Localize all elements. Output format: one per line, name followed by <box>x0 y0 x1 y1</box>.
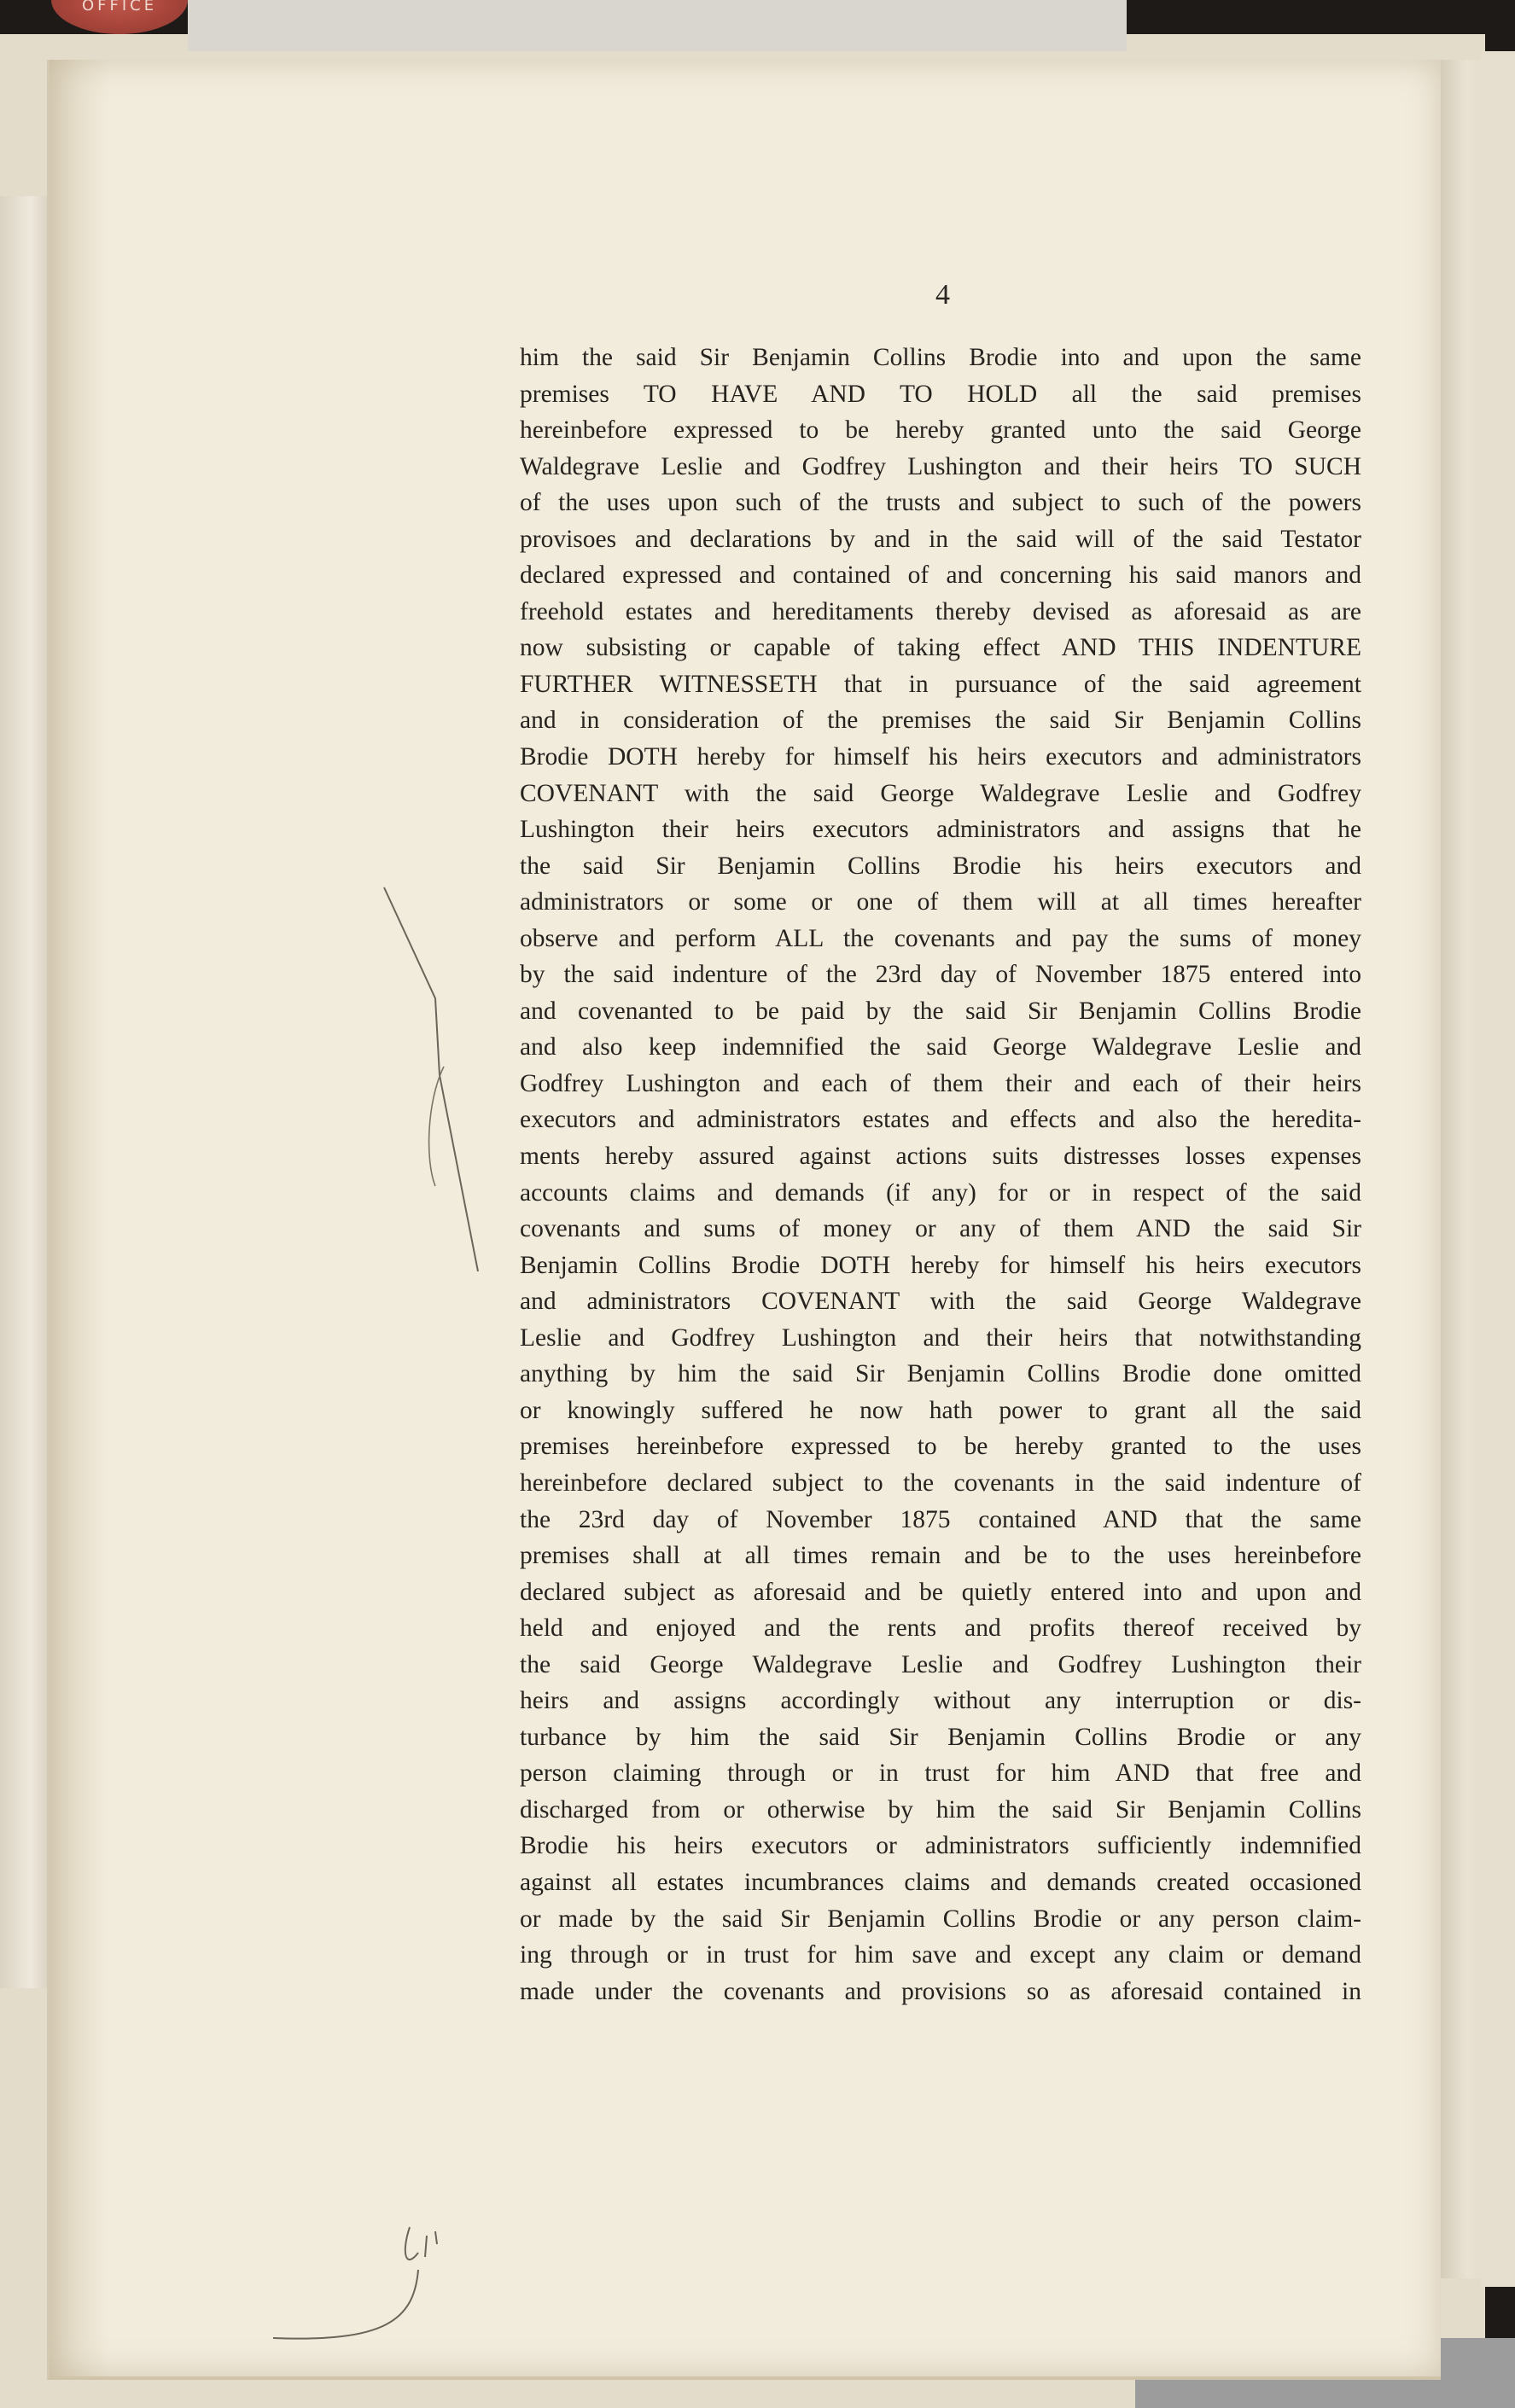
text-line: Brodie DOTH hereby for himself his heirs executors and administrators <box>520 743 1361 771</box>
pencil-scribble <box>256 2219 478 2355</box>
red-office-seal <box>51 0 188 34</box>
text-line: observe and perform ALL the covenants and pay the sums of money <box>520 924 1361 952</box>
text-line: or made by the said Sir Benjamin Collins Brodie or any person claim- <box>520 1905 1361 1933</box>
text-line: hereinbefore declared subject to the covenants in the said indenture of <box>520 1469 1361 1497</box>
text-line: Lushington their heirs executors administrators and assigns that he <box>520 816 1361 844</box>
text-line: administrators or some or one of them will at all times hereafter <box>520 888 1361 916</box>
text-line: Benjamin Collins Brodie DOTH hereby for himself his heirs executors <box>520 1251 1361 1279</box>
text-line: turbance by him the said Sir Benjamin Collins Brodie or any <box>520 1723 1361 1751</box>
text-line: ing through or in trust for him save and except any claim or demand <box>520 1941 1361 1969</box>
text-line: ments hereby assured against actions suits distresses losses expenses <box>520 1143 1361 1171</box>
text-line: and covenanted to be paid by the said Sir Benjamin Collins Brodie <box>520 997 1361 1025</box>
seal-lettering: OFFICE <box>81 0 158 15</box>
text-line: premises shall at all times remain and be to the uses hereinbefore <box>520 1542 1361 1570</box>
text-line: and in consideration of the premises the said Sir Benjamin Collins <box>520 707 1361 735</box>
text-line: and administrators COVENANT with the said George Waldegrave <box>520 1288 1361 1316</box>
text-line: him the said Sir Benjamin Collins Brodie into and upon the same <box>520 344 1361 371</box>
text-line: provisoes and declarations by and in the said will of the said Testator <box>520 525 1361 553</box>
text-line: executors and administrators estates and effects and also the heredita- <box>520 1106 1361 1134</box>
text-line: anything by him the said Sir Benjamin Collins Brodie done omitted <box>520 1360 1361 1388</box>
text-line: the 23rd day of November 1875 contained AND that the same <box>520 1505 1361 1533</box>
pencil-margin-mark <box>376 879 512 1271</box>
text-line: premises hereinbefore expressed to be hereby granted to the uses <box>520 1433 1361 1461</box>
text-line: freehold estates and hereditaments thereby devised as aforesaid as are <box>520 597 1361 625</box>
text-line: heirs and assigns accordingly without any interruption or dis- <box>520 1687 1361 1715</box>
text-line: FURTHER WITNESSETH that in pursuance of the said agreement <box>520 670 1361 698</box>
text-line: covenants and sums of money or any of them AND the said Sir <box>520 1215 1361 1243</box>
text-line: the said Sir Benjamin Collins Brodie his heirs executors and <box>520 852 1361 880</box>
text-line: hereinbefore expressed to be hereby granted unto the said George <box>520 416 1361 445</box>
text-line: discharged from or otherwise by him the said Sir Benjamin Collins <box>520 1795 1361 1823</box>
underlying-sheet-edge <box>0 196 51 1988</box>
text-line: declared expressed and contained of and concerning his said manors and <box>520 561 1361 590</box>
text-line: premises TO HAVE AND TO HOLD all the said premises <box>520 380 1361 408</box>
text-line: declared subject as aforesaid and be quietly entered into and upon and <box>520 1578 1361 1606</box>
text-line: Godfrey Lushington and each of them their and each of their heirs <box>520 1069 1361 1097</box>
text-line: the said George Waldegrave Leslie and Godfrey Lushington their <box>520 1650 1361 1678</box>
text-line: now subsisting or capable of taking effect AND THIS INDENTURE <box>520 634 1361 662</box>
text-line: of the uses upon such of the trusts and subject to such of the powers <box>520 489 1361 517</box>
text-line: made under the covenants and provisions so as aforesaid contained in <box>520 1977 1361 2005</box>
right-sheet-outer-edge <box>1481 51 1515 2287</box>
text-line: Brodie his heirs executors or administrators sufficiently indemnified <box>520 1832 1361 1860</box>
text-line: by the said indenture of the 23rd day of November 1875 entered into <box>520 961 1361 989</box>
text-line: accounts claims and demands (if any) for or in respect of the said <box>520 1178 1361 1207</box>
text-line: person claiming through or in trust for him AND that free and <box>520 1759 1361 1788</box>
text-line: or knowingly suffered he now hath power to grant all the said <box>520 1396 1361 1424</box>
text-line: Leslie and Godfrey Lushington and their heirs that notwithstanding <box>520 1323 1361 1352</box>
text-line: against all estates incumbrances claims and demands created occasioned <box>520 1868 1361 1896</box>
text-line: and also keep indemnified the said George Waldegrave Leslie and <box>520 1033 1361 1061</box>
text-line: COVENANT with the said George Waldegrave Leslie and Godfrey <box>520 779 1361 807</box>
text-line: held and enjoyed and the rents and profits thereof received by <box>520 1614 1361 1643</box>
page-gutter-shadow <box>50 60 109 2376</box>
page-number: 4 <box>935 279 950 311</box>
top-sheet-edge <box>188 0 1127 51</box>
deed-body-text <box>520 340 1361 2010</box>
text-line: Waldegrave Leslie and Godfrey Lushington and their heirs TO SUCH <box>520 452 1361 480</box>
